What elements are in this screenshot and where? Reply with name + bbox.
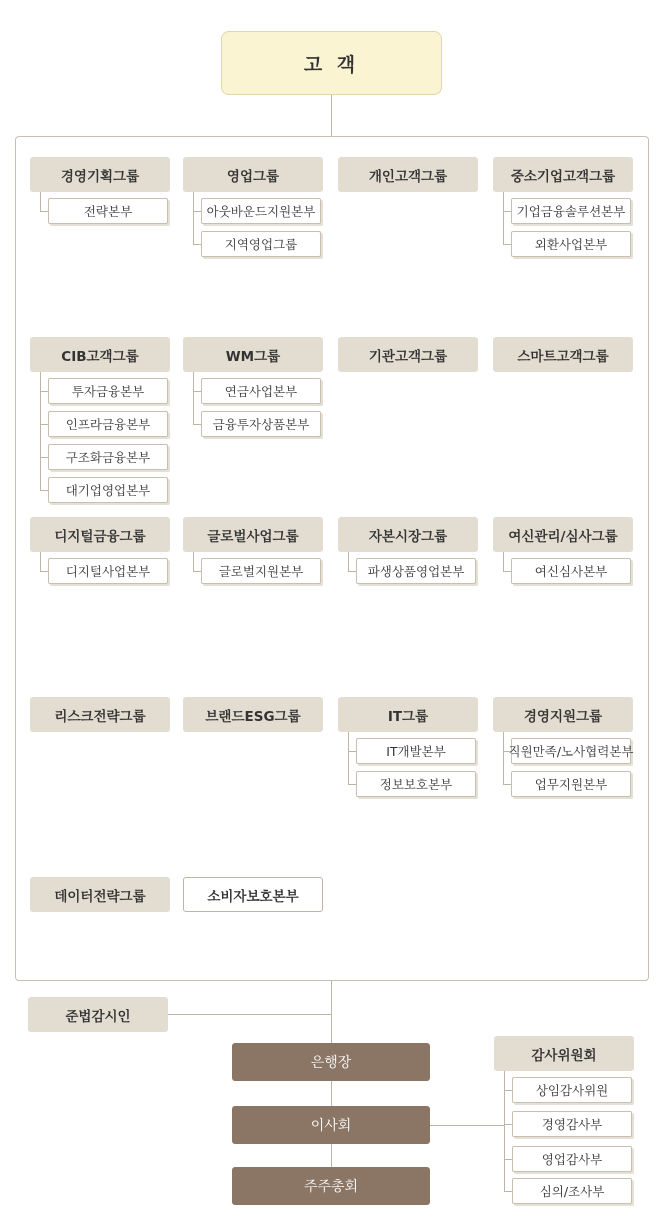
group-box: IT그룹 [338, 697, 478, 732]
audit-tick [504, 1124, 512, 1125]
group-box: WM그룹 [183, 337, 323, 372]
compliance-connector [168, 1014, 331, 1015]
audit-sub-line [504, 1071, 505, 1191]
sub-division-box: 글로벌지원본부 [201, 558, 321, 584]
sub-division-box: 파생상품영업본부 [356, 558, 476, 584]
group-box: 경영지원그룹 [493, 697, 633, 732]
sub-connector-line [40, 192, 41, 211]
group-box: 리스크전략그룹 [30, 697, 170, 732]
sub-connector-line [193, 192, 194, 244]
sub-connector-tick [193, 424, 201, 425]
customer-box: 고 객 [221, 31, 442, 95]
sub-connector-tick [503, 211, 511, 212]
sub-connector-tick [348, 784, 356, 785]
group-box: 데이터전략그룹 [30, 877, 170, 912]
sub-connector-line [40, 372, 41, 490]
audit-tick [504, 1159, 512, 1160]
sub-connector-tick [193, 391, 201, 392]
group-box: 영업그룹 [183, 157, 323, 192]
group-box: 중소기업고객그룹 [493, 157, 633, 192]
sub-connector-line [348, 552, 349, 571]
sub-division-box: 금융투자상품본부 [201, 411, 321, 437]
sub-connector-tick [503, 784, 511, 785]
sub-division-box: 외환사업본부 [511, 231, 631, 257]
sub-connector-tick [193, 244, 201, 245]
audit-tick [504, 1090, 512, 1091]
sub-division-box: IT개발본부 [356, 738, 476, 764]
sub-division-box: 정보보호본부 [356, 771, 476, 797]
sub-division-box: 디지털사업본부 [48, 558, 168, 584]
sub-connector-line [193, 552, 194, 571]
group-box: CIB고객그룹 [30, 337, 170, 372]
group-box: 스마트고객그룹 [493, 337, 633, 372]
sub-connector-tick [503, 571, 511, 572]
sub-connector-line [503, 732, 504, 784]
connector-line [331, 95, 332, 136]
sub-division-box: 구조화금융본부 [48, 444, 168, 470]
shareholders-box: 주주총회 [232, 1167, 430, 1205]
group-box: 소비자보호본부 [183, 877, 323, 912]
group-box: 경영기획그룹 [30, 157, 170, 192]
audit-sub-box: 심의/조사부 [512, 1178, 632, 1204]
audit-sub-box: 상임감사위원 [512, 1077, 632, 1103]
sub-connector-tick [40, 391, 48, 392]
sub-connector-tick [503, 244, 511, 245]
group-box: 디지털금융그룹 [30, 517, 170, 552]
sub-division-box: 아웃바운드지원본부 [201, 198, 321, 224]
group-box: 개인고객그룹 [338, 157, 478, 192]
sub-connector-line [348, 732, 349, 784]
group-box: 자본시장그룹 [338, 517, 478, 552]
sub-connector-tick [193, 571, 201, 572]
audit-sub-box: 경영감사부 [512, 1111, 632, 1137]
sub-connector-tick [40, 490, 48, 491]
main-spine-line [331, 981, 332, 1187]
sub-division-box: 지역영업그룹 [201, 231, 321, 257]
ceo-box: 은행장 [232, 1043, 430, 1081]
group-box: 브랜드ESG그룹 [183, 697, 323, 732]
group-box: 여신관리/심사그룹 [493, 517, 633, 552]
sub-division-box: 여신심사본부 [511, 558, 631, 584]
sub-division-box: 대기업영업본부 [48, 477, 168, 503]
sub-division-box: 전략본부 [48, 198, 168, 224]
sub-division-box: 연금사업본부 [201, 378, 321, 404]
sub-connector-tick [40, 424, 48, 425]
sub-connector-line [193, 372, 194, 424]
audit-connector [430, 1125, 504, 1126]
sub-division-box: 기업금융솔루션본부 [511, 198, 631, 224]
sub-connector-line [503, 192, 504, 244]
compliance-officer-box: 준법감시인 [28, 997, 168, 1032]
board-box: 이사회 [232, 1106, 430, 1144]
sub-connector-tick [40, 571, 48, 572]
audit-committee-box: 감사위원회 [494, 1036, 634, 1071]
sub-connector-tick [348, 751, 356, 752]
sub-connector-tick [193, 211, 201, 212]
sub-division-box: 인프라금융본부 [48, 411, 168, 437]
sub-connector-tick [40, 457, 48, 458]
sub-connector-line [503, 552, 504, 571]
group-box: 글로벌사업그룹 [183, 517, 323, 552]
sub-division-box: 업무지원본부 [511, 771, 631, 797]
group-box: 기관고객그룹 [338, 337, 478, 372]
sub-connector-tick [348, 571, 356, 572]
sub-division-box: 직원만족/노사협력본부 [511, 738, 631, 764]
sub-division-box: 투자금융본부 [48, 378, 168, 404]
sub-connector-tick [40, 211, 48, 212]
audit-tick [504, 1191, 512, 1192]
sub-connector-line [40, 552, 41, 571]
audit-sub-box: 영업감사부 [512, 1146, 632, 1172]
